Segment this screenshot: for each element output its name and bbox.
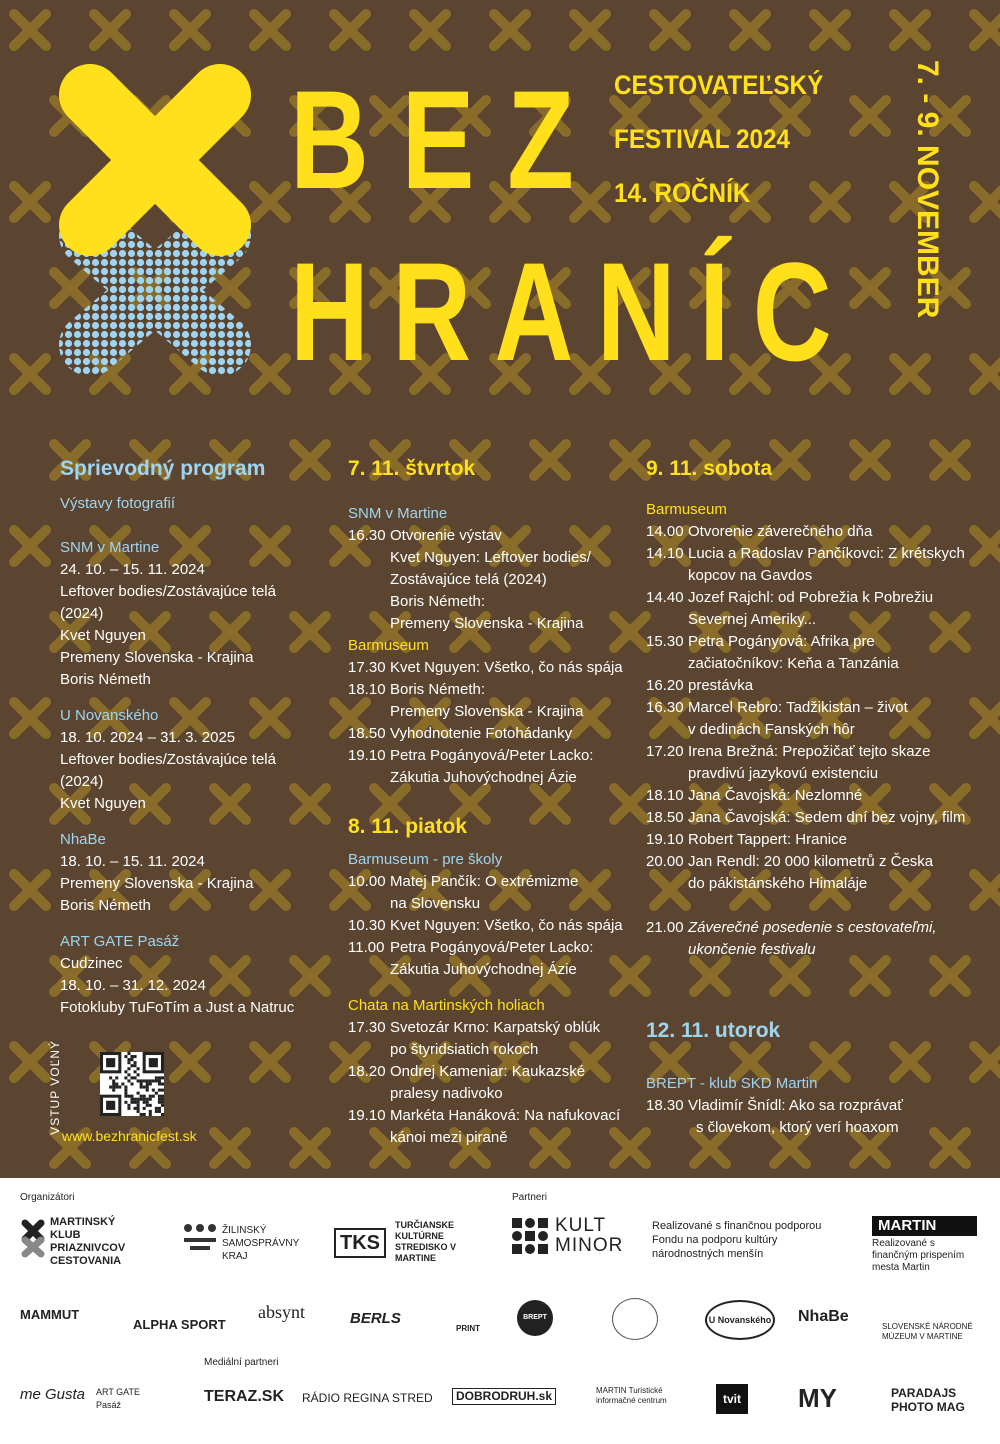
text-line: Premeny Slovenska - Krajina bbox=[390, 615, 584, 632]
event-row bbox=[646, 785, 986, 807]
text-line: Kvet Nguyen bbox=[60, 795, 146, 812]
text-line: Boris Németh: bbox=[390, 593, 486, 610]
event-row-final bbox=[646, 917, 986, 939]
free-entry-label: VSTUP VOĽNÝ bbox=[48, 1040, 62, 1135]
event-row bbox=[348, 525, 638, 547]
event-continuation: Premeny Slovenska - Krajina bbox=[390, 703, 584, 720]
event-continuation: s človekom, ktorý verí hoaxom bbox=[696, 1119, 899, 1136]
text-line: (2024) bbox=[60, 605, 104, 622]
organizer-tks-logo: TKS bbox=[334, 1228, 386, 1258]
partner-print: PRINT bbox=[456, 1324, 480, 1333]
event-continuation: Zákutia Juhovýchodnej Ázie bbox=[390, 769, 577, 786]
event-time: 19.10 bbox=[646, 831, 684, 848]
venue-u-novanskeho-details bbox=[60, 727, 330, 815]
event-time: 18.50 bbox=[348, 725, 386, 742]
event-title: Petra Pogányová/Peter Lacko: bbox=[390, 747, 594, 764]
text-line: Boris Németh bbox=[60, 671, 151, 688]
tuesday-venue: BREPT - klub SKD Martin bbox=[646, 1075, 818, 1092]
event-title: Matej Pančík: O extrémizme bbox=[390, 873, 579, 890]
kult-minor-note: Realizované s finančnou podporou Fondu na podporu kultúry národnostných menšín bbox=[652, 1220, 822, 1260]
text-line: Kvet Nguyen bbox=[60, 627, 146, 644]
exhibitions-label: Výstavy fotografií bbox=[60, 495, 176, 512]
event-continuation: v dedinách Fanských hôr bbox=[688, 721, 855, 738]
media-tic-martin: MARTIN Turistické informačné centrum bbox=[596, 1386, 667, 1405]
event-continuation: ukončenie festivalu bbox=[688, 941, 816, 958]
event-title: Robert Tappert: Hranice bbox=[688, 831, 847, 848]
media-radio-regina: RÁDIO REGINA STRED bbox=[302, 1391, 433, 1405]
text-line: 18. 10. – 15. 11. 2024 bbox=[60, 853, 205, 870]
event-row bbox=[348, 915, 638, 937]
event-time: 11.00 bbox=[348, 939, 385, 956]
event-title: Kvet Nguyen: Všetko, čo nás spája bbox=[390, 917, 623, 934]
text-line: Boris Németh bbox=[60, 897, 151, 914]
organizers-label: Organizátori bbox=[20, 1192, 75, 1203]
text-line: Zostávajúce telá (2024) bbox=[390, 571, 547, 588]
event-row bbox=[646, 1095, 986, 1117]
festival-dates: 7. - 9. NOVEMBER bbox=[911, 60, 944, 319]
event-title: Otvorenie výstav bbox=[390, 527, 502, 544]
venue-art-gate-details bbox=[60, 953, 330, 1019]
event-continuation: začiatočníkov: Keňa a Tanzánia bbox=[688, 655, 899, 672]
event-title: Jana Čavojská: Nezlomné bbox=[688, 787, 863, 804]
text-line: 24. 10. – 15. 11. 2024 bbox=[60, 561, 205, 578]
event-row bbox=[348, 937, 638, 959]
event-title: Jozef Rajchl: od Pobrežia k Pobrežiu bbox=[688, 589, 934, 606]
friday-events-chata bbox=[348, 1017, 638, 1149]
event-row bbox=[646, 631, 986, 653]
venue-nhabe-details bbox=[60, 851, 330, 917]
media-teraz: TERAZ.SK bbox=[204, 1388, 284, 1405]
venue-u-novanskeho: U Novanského bbox=[60, 707, 159, 724]
title-line-1: BEZ bbox=[290, 61, 607, 218]
kult-minor-icon bbox=[512, 1218, 548, 1254]
venue-nhabe: NhaBe bbox=[60, 831, 106, 848]
day-friday-heading: 8. 11. piatok bbox=[348, 815, 468, 838]
event-continuation: pravdivú jazykovú existenciu bbox=[688, 765, 879, 782]
partner-berls: BERLS bbox=[350, 1310, 401, 1327]
event-time: 17.20 bbox=[646, 743, 684, 760]
event-time: 19.10 bbox=[348, 1107, 386, 1124]
event-details bbox=[348, 547, 638, 635]
event-title: prestávka bbox=[688, 677, 754, 694]
column-thursday-friday bbox=[348, 455, 638, 1149]
event-row bbox=[646, 851, 986, 873]
event-row bbox=[348, 871, 638, 893]
festival-info bbox=[614, 58, 823, 220]
media-tvt: tvit bbox=[716, 1384, 748, 1414]
event-title: Markéta Hanáková: Na nafukovací bbox=[390, 1107, 621, 1124]
qr-code-icon[interactable] bbox=[100, 1052, 164, 1116]
event-title: Kvet Nguyen: Všetko, čo nás spája bbox=[390, 659, 623, 676]
event-row bbox=[348, 679, 638, 701]
event-row bbox=[646, 521, 986, 543]
event-row bbox=[646, 697, 986, 719]
partner-snm: SLOVENSKÉ NÁRODNÉ MÚZEUM V MARTINE bbox=[882, 1322, 973, 1341]
event-time: 14.10 bbox=[646, 545, 684, 562]
partner-round-logo-icon bbox=[612, 1298, 658, 1340]
event-title: Boris Németh: bbox=[390, 681, 486, 698]
friday-venue-chata: Chata na Martinských holiach bbox=[348, 997, 545, 1014]
event-row bbox=[646, 587, 986, 609]
column-side-program bbox=[60, 455, 330, 1019]
event-continuation: kánoi mezi piraně bbox=[390, 1129, 508, 1146]
day-saturday-heading: 9. 11. sobota bbox=[646, 457, 773, 480]
text-line: Cudzinec bbox=[60, 955, 123, 972]
event-row bbox=[646, 807, 986, 829]
website-link[interactable]: www.bezhranicfest.sk bbox=[62, 1128, 197, 1144]
media-my: MY bbox=[798, 1383, 837, 1413]
martin-note: Realizované s finančným prispením mesta Martin bbox=[872, 1238, 965, 1273]
event-continuation: na Slovensku bbox=[390, 895, 481, 912]
media-megusta: me Gusta bbox=[20, 1386, 86, 1403]
column-saturday-tuesday bbox=[646, 455, 986, 1139]
text-line: Fotokluby TuFoTím a Just a Natruc bbox=[60, 999, 295, 1016]
event-time: 16.20 bbox=[646, 677, 684, 694]
event-time: 14.40 bbox=[646, 589, 684, 606]
mkpc-x-icon bbox=[20, 1218, 46, 1258]
logo-x-icon bbox=[55, 60, 255, 380]
event-time: 18.10 bbox=[348, 681, 386, 698]
event-continuation: kopcov na Gavdos bbox=[688, 567, 813, 584]
event-time: 14.00 bbox=[646, 523, 684, 540]
festival-line-3: 14. ROČNÍK bbox=[614, 178, 751, 208]
thursday-venue-snm: SNM v Martine bbox=[348, 505, 448, 522]
event-row bbox=[348, 723, 638, 745]
event-time: 19.10 bbox=[348, 747, 386, 764]
event-row bbox=[348, 745, 638, 767]
media-art-gate: ART GATE Pasáž bbox=[96, 1387, 141, 1410]
organizer-zsk: ŽILINSKÝ SAMOSPRÁVNY KRAJ bbox=[222, 1225, 300, 1262]
festival-line-1: CESTOVATEĽSKÝ bbox=[614, 70, 824, 100]
text-line: Leftover bodies/Zostávajúce telá bbox=[60, 583, 276, 600]
event-row bbox=[646, 741, 986, 763]
event-continuation: Severnej Ameriky... bbox=[688, 611, 817, 628]
partner-absynt: absynt bbox=[258, 1302, 305, 1322]
event-title: Ondrej Kameniar: Kaukazské bbox=[390, 1063, 586, 1080]
venue-art-gate: ART GATE Pasáž bbox=[60, 933, 180, 950]
event-title: Petra Pogányová: Afrika pre bbox=[688, 633, 875, 650]
event-time: 16.30 bbox=[646, 699, 684, 716]
partner-u-novanskeho: U Novanského bbox=[705, 1300, 775, 1340]
media-paradajs: PARADAJS PHOTO MAG bbox=[891, 1386, 965, 1414]
event-title: Vladimír Šnídl: Ako sa rozprávať bbox=[688, 1097, 903, 1114]
partner-alpha-sport: ALPHA SPORT bbox=[133, 1317, 226, 1332]
text-line: (2024) bbox=[60, 773, 104, 790]
organizer-tks: TURČIANSKE KULTÚRNE STREDISKO V MARTINE bbox=[395, 1220, 457, 1263]
thursday-venue-barmuseum: Barmuseum bbox=[348, 637, 429, 654]
event-title: Lucia a Radoslav Pančíkovci: Z krétskych bbox=[688, 545, 965, 562]
thursday-events bbox=[348, 657, 638, 789]
event-time: 18.50 bbox=[646, 809, 684, 826]
zsk-emblem-icon bbox=[180, 1220, 220, 1256]
event-row bbox=[348, 1061, 638, 1083]
side-program-heading: Sprievodný program bbox=[60, 457, 266, 480]
day-thursday-heading: 7. 11. štvrtok bbox=[348, 457, 476, 480]
text-line: Premeny Slovenska - Krajina bbox=[60, 649, 254, 666]
event-time: 10.00 bbox=[348, 873, 386, 890]
saturday-events bbox=[646, 521, 986, 895]
partners-label: Partneri bbox=[512, 1192, 548, 1203]
organizer-mkpc: MARTINSKÝ KLUB PRIAZNIVCOV CESTOVANIA bbox=[50, 1216, 126, 1267]
event-row bbox=[646, 675, 986, 697]
event-title: Záverečné posedenie s cestovateľmi, bbox=[688, 919, 937, 936]
friday-venue-barmuseum: Barmuseum - pre školy bbox=[348, 851, 503, 868]
event-time: 15.30 bbox=[646, 633, 684, 650]
event-title: Otvorenie záverečného dňa bbox=[688, 523, 873, 540]
event-title: Jan Rendl: 20 000 kilometrů z Česka bbox=[688, 853, 934, 870]
event-continuation: Zákutia Juhovýchodnej Ázie bbox=[390, 961, 577, 978]
venue-snm: SNM v Martine bbox=[60, 539, 160, 556]
venue-snm-details bbox=[60, 559, 330, 691]
event-time: 10.30 bbox=[348, 917, 386, 934]
saturday-venue: Barmuseum bbox=[646, 501, 727, 518]
event-title: Jana Čavojská: Sedem dní bez vojny, film bbox=[688, 809, 966, 826]
event-time: 20.00 bbox=[646, 853, 684, 870]
text-line: Leftover bodies/Zostávajúce telá bbox=[60, 751, 276, 768]
event-title: Petra Pogányová/Peter Lacko: bbox=[390, 939, 594, 956]
media-partners-label: Mediální partneri bbox=[204, 1357, 279, 1368]
partner-brept: BREPT bbox=[517, 1300, 553, 1336]
event-row bbox=[348, 657, 638, 679]
event-row bbox=[348, 1017, 638, 1039]
text-line: 18. 10. 2024 – 31. 3. 2025 bbox=[60, 729, 236, 746]
event-continuation: do pákistánského Himaláje bbox=[688, 875, 868, 892]
title-line-2: HRANÍC bbox=[290, 233, 856, 390]
event-time: 17.30 bbox=[348, 1019, 386, 1036]
event-time: 16.30 bbox=[348, 527, 386, 544]
partner-nhabe: NhaBe bbox=[798, 1308, 849, 1325]
event-title: Marcel Rebro: Tadžikistan – život bbox=[688, 699, 908, 716]
event-time: 21.00 bbox=[646, 919, 684, 936]
event-time: 17.30 bbox=[348, 659, 386, 676]
event-time: 18.10 bbox=[646, 787, 684, 804]
festival-line-2: FESTIVAL 2024 bbox=[614, 124, 791, 154]
day-tuesday-heading: 12. 11. utorok bbox=[646, 1019, 781, 1042]
event-row bbox=[646, 829, 986, 851]
event-title: Vyhodnotenie Fotohádanky bbox=[390, 725, 573, 742]
partner-mammut: MAMMUT bbox=[20, 1307, 80, 1322]
partner-kult-minor: KULT MINOR bbox=[555, 1215, 624, 1256]
text-line: 18. 10. – 31. 12. 2024 bbox=[60, 977, 206, 994]
event-title: Svetozár Krno: Karpatský oblúk bbox=[390, 1019, 601, 1036]
event-title: Irena Brežná: Prepožičať tejto skaze bbox=[688, 743, 931, 760]
event-time: 18.20 bbox=[348, 1063, 386, 1080]
event-continuation: pralesy nadivoko bbox=[390, 1085, 503, 1102]
event-row bbox=[348, 1105, 638, 1127]
friday-events-school bbox=[348, 871, 638, 981]
event-time: 18.30 bbox=[646, 1097, 684, 1114]
event-continuation: po štyridsiatich rokoch bbox=[390, 1041, 539, 1058]
media-dobrodruh: DOBRODRUH.sk bbox=[452, 1388, 556, 1405]
text-line: Kvet Nguyen: Leftover bodies/ bbox=[390, 549, 591, 566]
partner-martin-logo: MARTIN bbox=[872, 1216, 977, 1236]
text-line: Premeny Slovenska - Krajina bbox=[60, 875, 254, 892]
event-row bbox=[646, 543, 986, 565]
